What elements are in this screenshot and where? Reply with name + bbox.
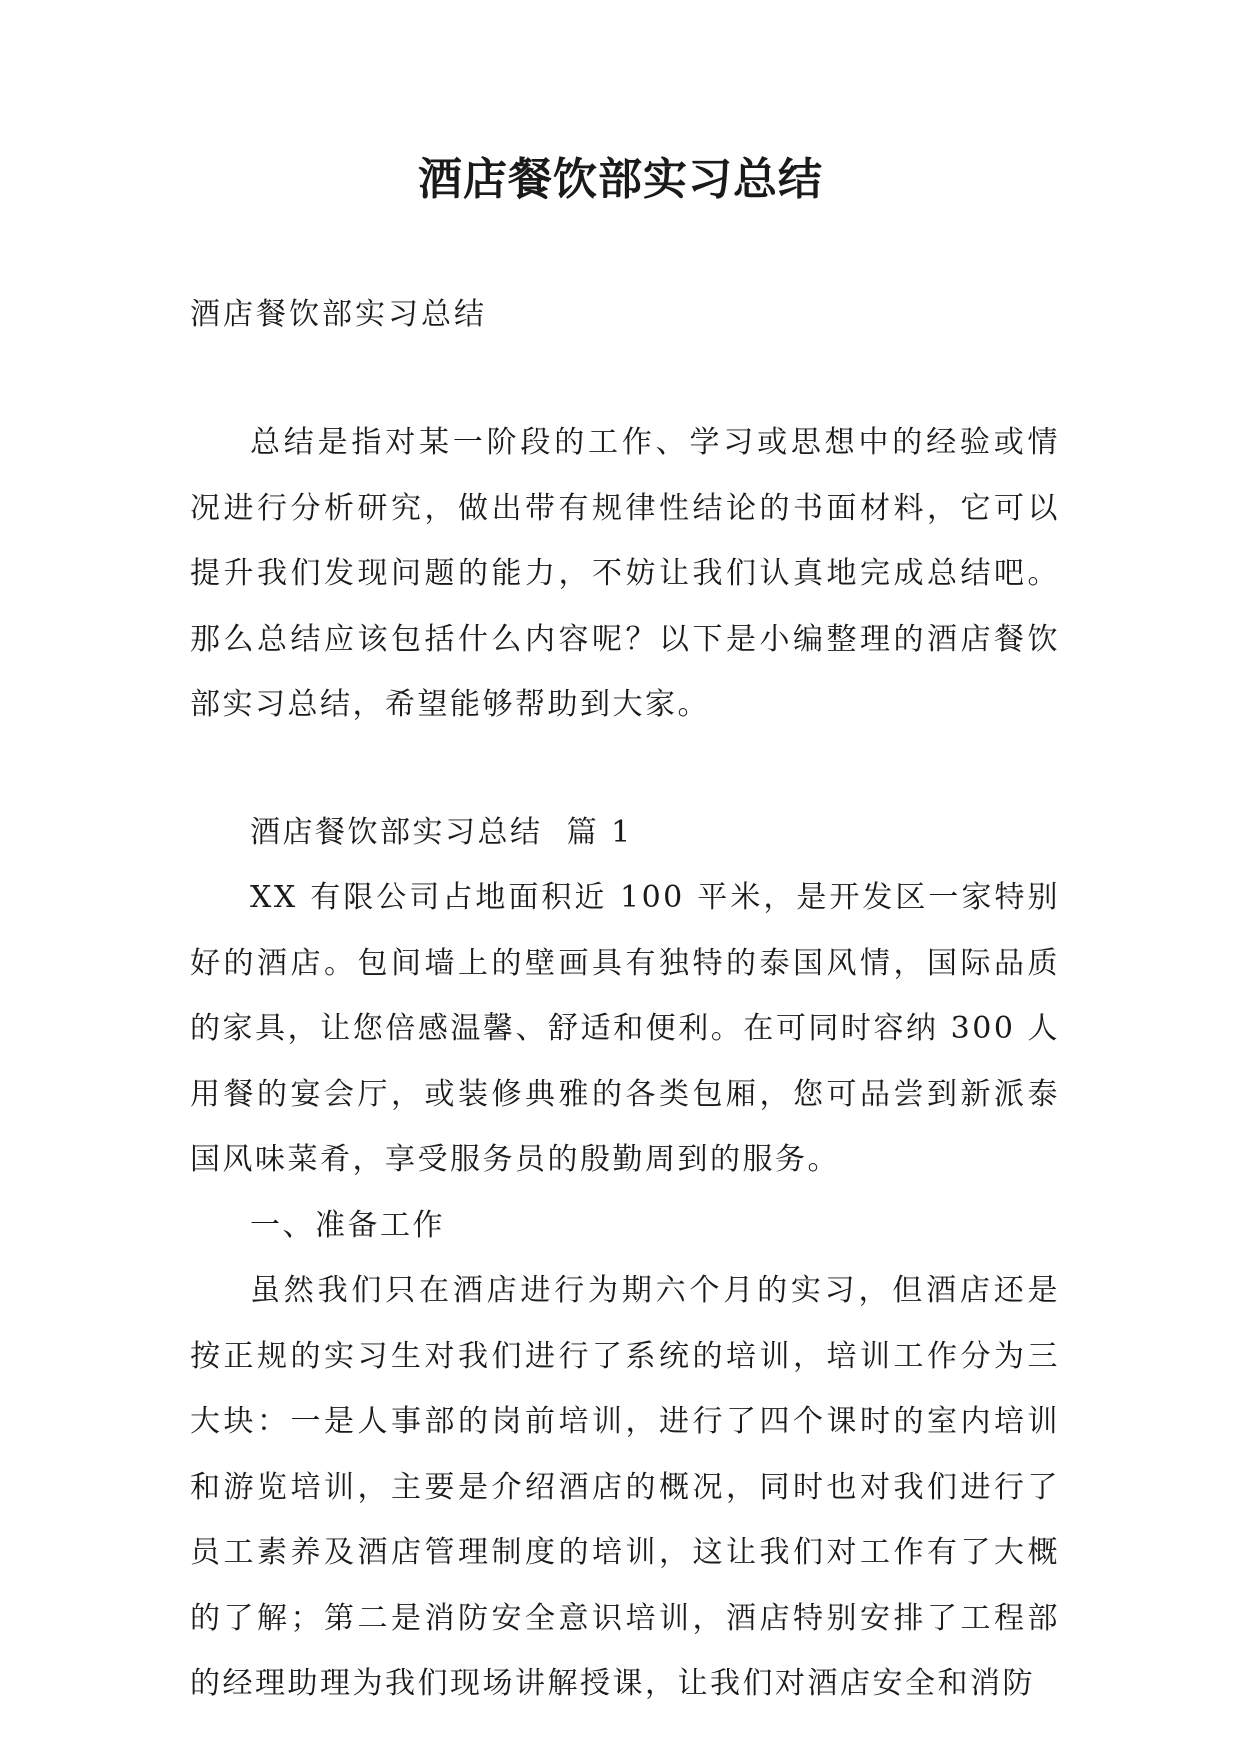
prep-heading: 一、准备工作 bbox=[250, 1207, 445, 1243]
training-paragraph: 虽然我们只在酒店进行为期六个月的实习，但酒店还是按正规的实习生对我们进行了系统的培训，培训工作分为三大块：一是人事部的岗前培训，进行了四个课时的室内培训和游览培训，主要是介绍酒店的概况，同时也对我们进行了员工素养及酒店管理制度的培训，这让我们对工作有了大概的了解；第二是消防安全意识培训，酒店特别安排了工程部的经理助理为我们现场讲解授课，让我们对酒店安全和消防 bbox=[190, 1273, 1060, 1701]
intro-paragraph: 总结是指对某一阶段的工作、学习或思想中的经验或情况进行分析研究，做出带有规律性结论的书面材料，它可以提升我们发现问题的能力，不妨让我们认真地完成总结吧。那么总结应该包括什么内容呢？以下是小编整理的酒店餐饮部实习总结，希望能够帮助到大家。 bbox=[190, 425, 1060, 722]
document-title: 酒店餐饮部实习总结 bbox=[418, 154, 823, 205]
company-paragraph: XX 有限公司占地面积近 100 平米，是开发区一家特别好的酒店。包间墙上的壁画具有独特的泰国风情，国际品质的家具，让您倍感温馨、舒适和便利。在可同时容纳 300 人用餐的宴会厅，或装修典雅的各类包厢，您可品尝到新派泰国风味菜肴，享受服务员的殷勤周到的服务。 bbox=[190, 880, 1060, 1177]
document-body bbox=[190, 410, 1060, 1717]
paragraph-gap bbox=[190, 738, 1060, 800]
section-heading: 酒店餐饮部实习总结 篇 1 bbox=[250, 814, 633, 850]
document-subtitle: 酒店餐饮部实习总结 bbox=[190, 297, 487, 332]
